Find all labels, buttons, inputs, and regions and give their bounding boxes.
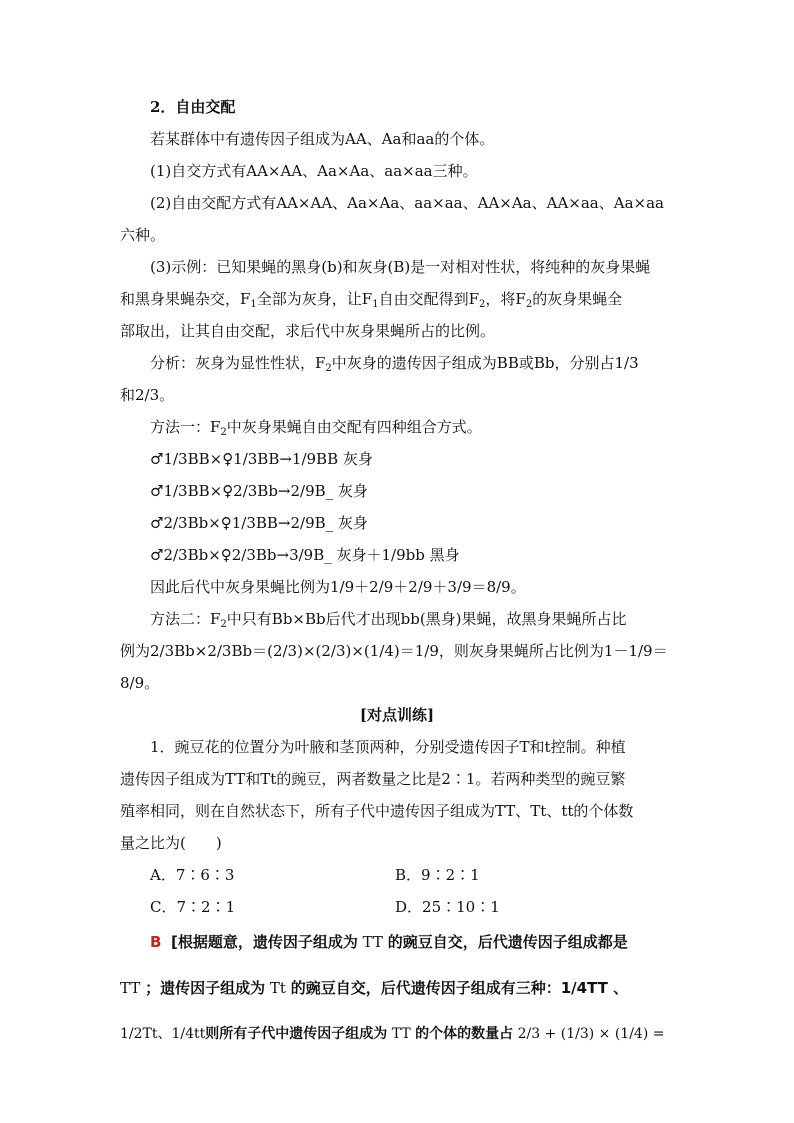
- analysis-line2: 和2/3。: [120, 386, 175, 404]
- answer-text-a: 根据题意，遗传因子组成为: [177, 933, 358, 951]
- subscript-2: 2: [525, 299, 533, 310]
- example-text-e: 的灰身果蝇全: [532, 290, 623, 308]
- method2-line1: [150, 609, 627, 635]
- intro-paragraph: 若某群体中有遗传因子组成为AA、Aa和aa的个体。: [150, 130, 495, 148]
- free-mating-line1: (2)自由交配方式有AA×AA、Aa×Aa、aa×aa、AA×Aa、AA×aa、Aa×aa: [150, 194, 664, 212]
- analysis-line1: [150, 353, 639, 379]
- answer-text-f: Tt: [269, 979, 286, 997]
- answer-letter: B: [150, 933, 162, 951]
- method2-text-b: 中只有Bb×Bb后代才出现bb(黑身)果蝇，故黑身果蝇所占比: [226, 610, 627, 628]
- example-text-c: 自由交配得到F: [378, 290, 480, 308]
- answer-text-c: 的豌豆自交，后代遗传因子组成都是: [387, 933, 628, 951]
- method1-text-b: 中灰身果蝇自由交配有四种组合方式。: [226, 418, 482, 436]
- training-heading: [对点训练]: [359, 706, 435, 724]
- answer-text-m: 2/3 + (1/3) × (1/4) =: [517, 1026, 665, 1042]
- option-a: A．7∶6∶3: [150, 866, 235, 884]
- question1-line1: 1．豌豆花的位置分为叶腋和茎顶两种，分别受遗传因子T和t控制。种植: [150, 738, 626, 756]
- example-text-d: ，将F: [485, 290, 526, 308]
- answer-text-b: TT: [362, 933, 383, 951]
- combination-4: ♂2/3Bb×♀2/3Bb→3/9B_ 灰身＋1/9bb 黑身: [150, 546, 460, 564]
- option-c: C．7∶2∶1: [150, 898, 236, 916]
- answer-text-k: TT: [391, 1026, 411, 1042]
- section-heading: 2．自由交配: [150, 98, 236, 116]
- combination-2: ♂1/3BB×♀2/3Bb→2/9B_ 灰身: [150, 482, 368, 500]
- subscript-2: 2: [220, 619, 227, 630]
- method1-text-a: 方法一：F: [150, 418, 221, 436]
- analysis-text-a: 分析：灰身为显性性状，F: [150, 354, 326, 372]
- subscript-1: 1: [250, 299, 257, 310]
- question1-line4: 量之比为( ): [120, 834, 222, 852]
- analysis-text-b: 中灰身的遗传因子组成为BB或Bb，分别占1/3: [331, 354, 639, 372]
- answer-line3: [120, 1024, 664, 1044]
- method1-intro: [150, 417, 482, 443]
- question1-line3: 殖率相同，则在自然状态下，所有子代中遗传因子组成为TT、Tt、tt的个体数: [120, 802, 634, 820]
- answer-text-i: 、1/4tt: [157, 1026, 206, 1042]
- subscript-2: 2: [325, 363, 332, 374]
- subscript-2: 2: [220, 427, 227, 438]
- free-mating-line2: 六种。: [120, 226, 166, 244]
- example-line1: (3)示例：已知果蝇的黑身(b)和灰身(B)是一对相对性状，将纯种的灰身果蝇: [150, 258, 651, 276]
- example-text-a: 和黑身果蝇杂交，F: [120, 290, 251, 308]
- example-text-b: 全部为灰身，让F: [256, 290, 373, 308]
- method1-conclusion: 因此后代中灰身果蝇比例为1/9＋2/9＋2/9＋3/9＝8/9。: [150, 578, 526, 596]
- method2-text-a: 方法二：F: [150, 610, 221, 628]
- answer-line1: [150, 932, 628, 952]
- combination-3: ♂2/3Bb×♀1/3BB→2/9B_ 灰身: [150, 514, 368, 532]
- answer-text-e: ；遗传因子组成为: [145, 979, 266, 997]
- answer-bracket: [: [170, 933, 178, 951]
- option-d: D．25∶10∶1: [395, 898, 500, 916]
- answer-text-d: TT: [120, 979, 141, 997]
- method2-line3: 8/9。: [120, 674, 160, 692]
- combination-1: ♂1/3BB×♀1/3BB→1/9BB 灰身: [150, 450, 373, 468]
- method2-line2: 例为2/3Bb×2/3Bb＝(2/3)×(2/3)×(1/4)＝1/9，则灰身果蝇所占比例为1－1/9＝: [120, 642, 668, 660]
- subscript-1: 1: [372, 299, 379, 310]
- answer-text-g: 的豌豆自交，后代遗传因子组成有三种：1/4TT 、: [290, 979, 629, 997]
- example-line3: 部取出，让其自由交配，求后代中灰身果蝇所占的比例。: [120, 322, 496, 340]
- example-line2: [120, 289, 622, 315]
- answer-text-l: 的个体的数量占: [415, 1026, 514, 1042]
- selfing-paragraph: (1)自交方式有AA×AA、Aa×Aa、aa×aa三种。: [150, 162, 478, 180]
- subscript-2: 2: [479, 299, 486, 310]
- question1-line2: 遗传因子组成为TT和Tt的豌豆，两者数量之比是2∶1。若两种类型的豌豆繁: [120, 770, 626, 788]
- answer-text-h: 1/2Tt: [120, 1026, 158, 1042]
- answer-text-j: 则所有子代中遗传因子组成为: [205, 1026, 388, 1042]
- answer-line2: [120, 978, 628, 998]
- option-b: B．9∶2∶1: [395, 866, 480, 884]
